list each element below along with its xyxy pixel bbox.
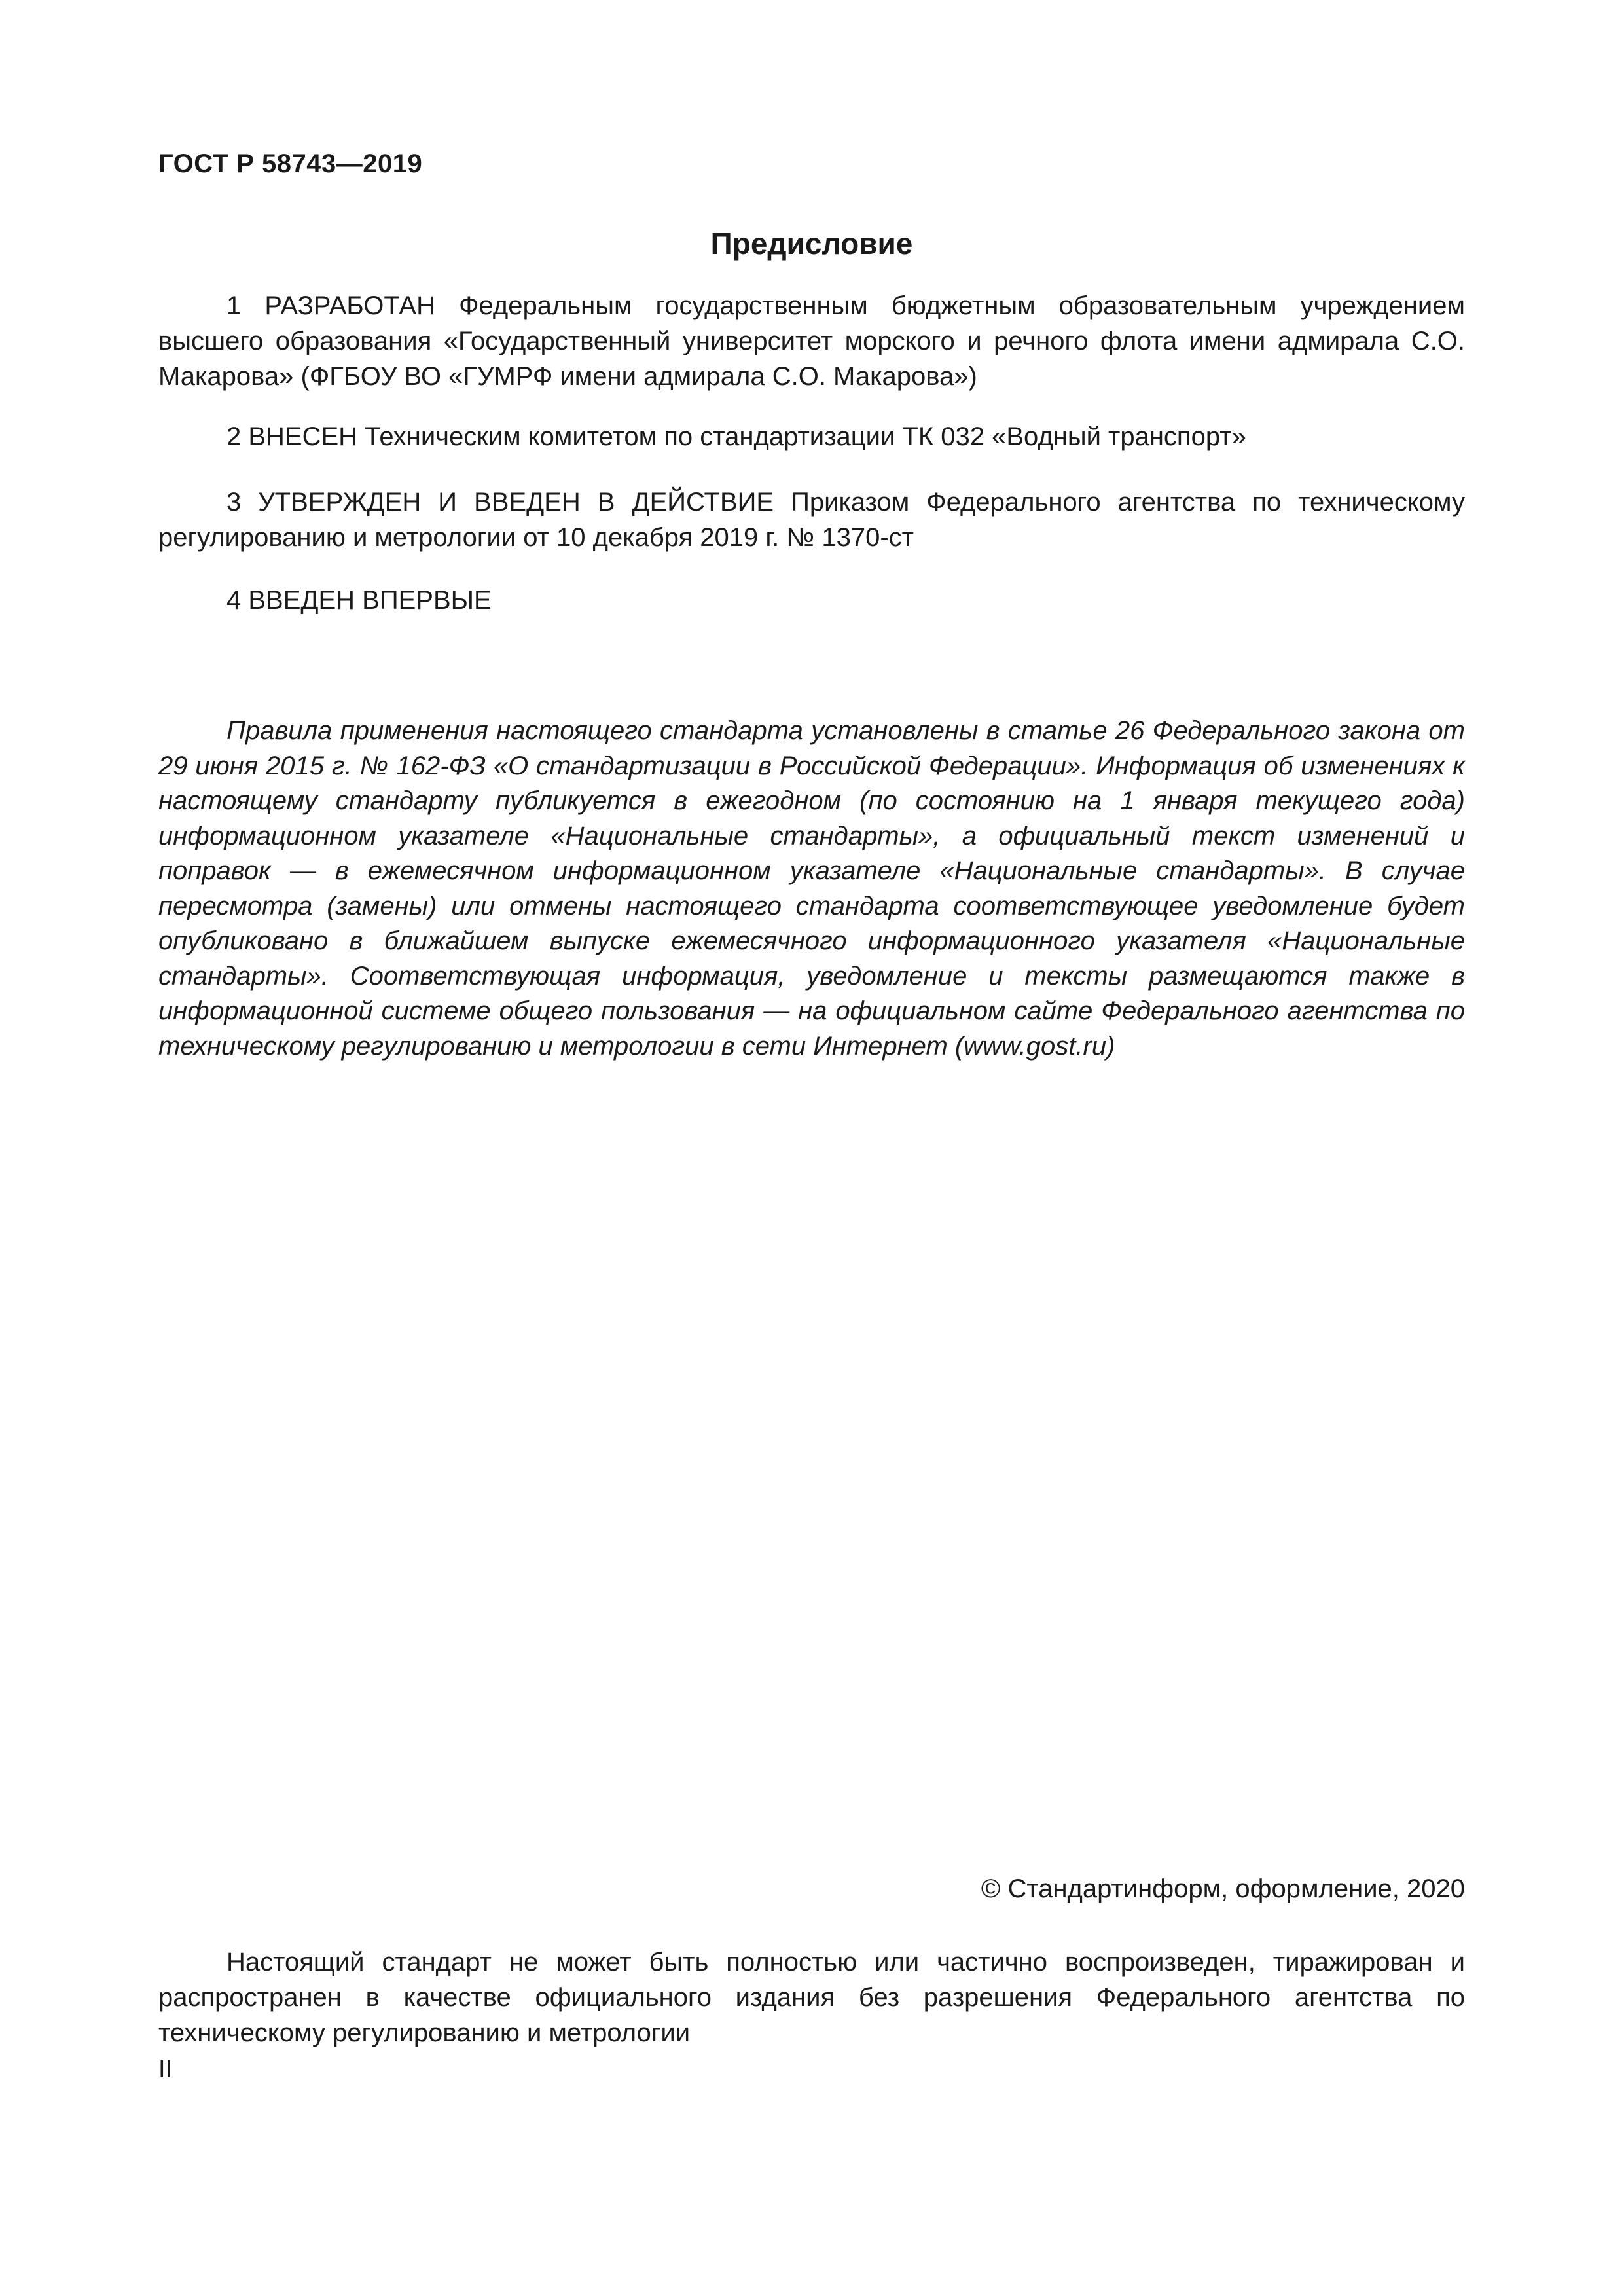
reproduction-restriction-notice: Настоящий стандарт не может быть полностью или частично воспроизведен, тиражирован и распространен в качестве официального издания без разрешения Федерального агентства по техническому регулированию и метрологии	[158, 1948, 1465, 2047]
preface-title: Предисловие	[710, 227, 913, 261]
page-number: II	[158, 2056, 173, 2083]
application-rules-notice: Правила применения настоящего стандарта установлены в статье 26 Федерального закона от 29 июня 2015 г. № 162-ФЗ «О стандартизации в Российской Федерации». Информация об изменениях к настоящему стандарту публикуется в ежегодном (по состоянию на 1 января текущего года) информационном указателе «Национальные стандарты», а официальный текст изменений и поправок — в ежемесячном информационном указателе «Национальные стандарты». В случае пересмотра (замены) или отмены настоящего стандарта соответствующее уведомление будет опубликовано в ближайшем выпуске ежемесячного информационного указателя «Национальные стандарты». Соответствующая информация, уведомление и тексты размещаются также в информационной системе общего пользования — на официальном сайте Федерального агентства по техническому регулированию и метрологии в сети Интернет (www.gost.ru)	[158, 716, 1465, 1061]
standard-code: ГОСТ Р 58743—2019	[158, 149, 423, 178]
copyright-notice: © Стандартинформ, оформление, 2020	[981, 1874, 1465, 1903]
preface-item-introduced: 4 ВВЕДЕН ВПЕРВЫЕ	[226, 586, 492, 615]
preface-item-submitted: 2 ВНЕСЕН Техническим комитетом по стандартизации ТК 032 «Водный транспорт»	[226, 422, 1246, 451]
preface-item-approved: 3 УТВЕРЖДЕН И ВВЕДЕН В ДЕЙСТВИЕ Приказом Федерального агентства по техническому регулированию и метрологии от 10 декабря 2019 г. № 1370-ст	[158, 488, 1465, 552]
preface-item-developed: 1 РАЗРАБОТАН Федеральным государственным бюджетным образовательным учреждением высшего образования «Государственный университет морского и речного флота имени адмирала С.О. Макарова» (ФГБОУ ВО «ГУМРФ имени адмирала С.О. Макарова»)	[158, 291, 1465, 391]
